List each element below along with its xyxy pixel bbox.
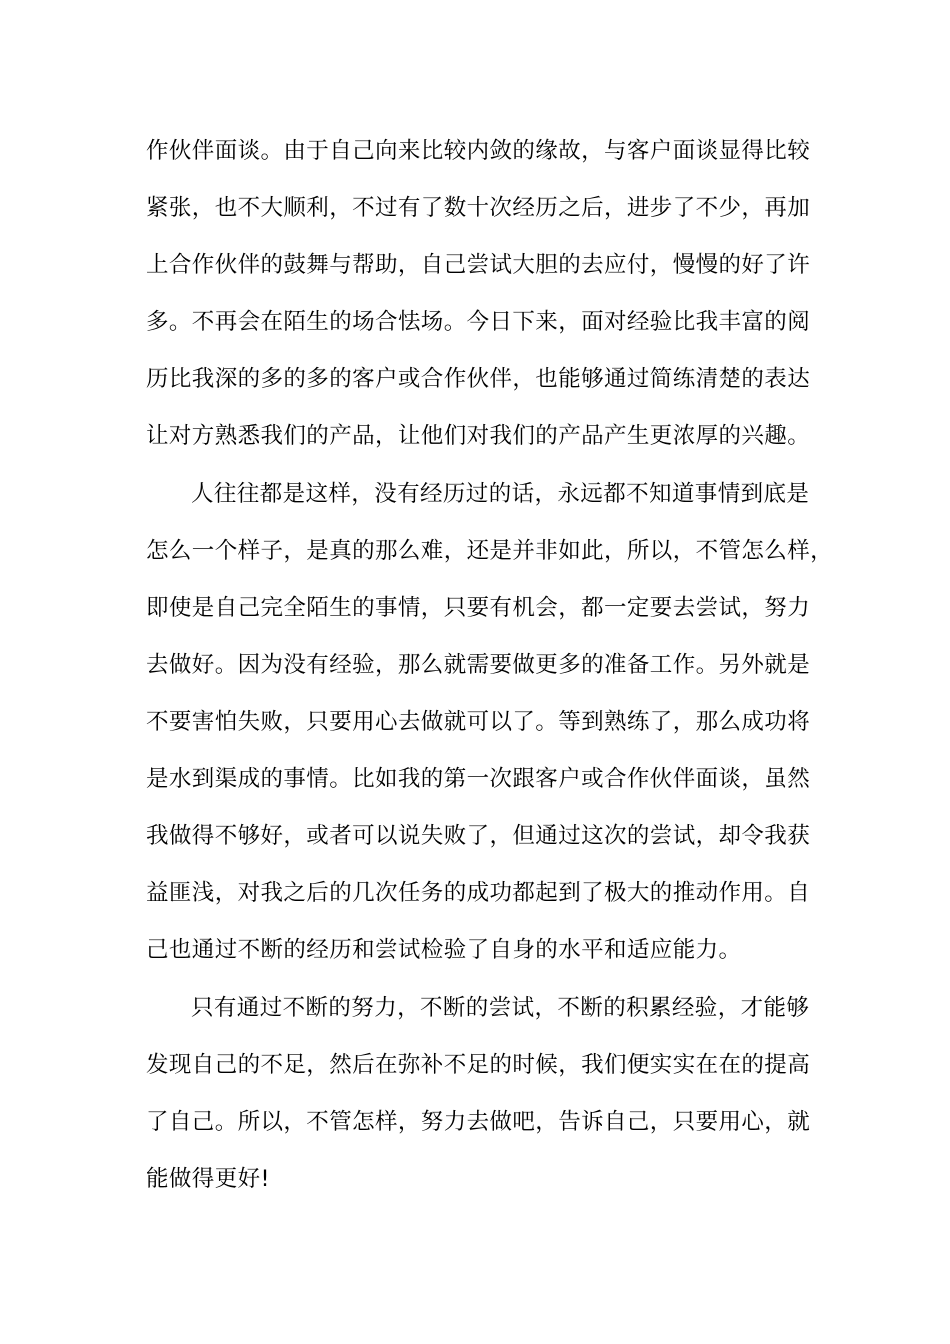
text-line: 己也通过不断的经历和尝试检验了自身的水平和适应能力。 (146, 937, 742, 963)
text-line: 多。不再会在陌生的场合怯场。今日下来，面对经验比我丰富的阅 (146, 309, 811, 335)
paragraph-first-line: 只有通过不断的努力，不断的尝试，不断的积累经验，才能够 (191, 995, 810, 1021)
text-line: 不要害怕失败，只要用心去做就可以了。等到熟练了，那么成功将 (146, 709, 811, 735)
text-line: 历比我深的多的多的客户或合作伙伴，也能够通过简练清楚的表达 (146, 366, 811, 392)
text-line: 能做得更好! (146, 1166, 270, 1192)
text-line: 上合作伙伴的鼓舞与帮助，自己尝试大胆的去应付，慢慢的好了许 (146, 252, 811, 278)
text-line: 发现自己的不足，然后在弥补不足的时候，我们便实实在在的提高 (146, 1052, 811, 1078)
text-line: 我做得不够好，或者可以说失败了，但通过这次的尝试，却令我获 (146, 823, 811, 849)
text-line: 益匪浅，对我之后的几次任务的成功都起到了极大的推动作用。自 (146, 880, 811, 906)
text-line: 去做好。因为没有经验，那么就需要做更多的准备工作。另外就是 (146, 652, 811, 678)
text-line: 即使是自己完全陌生的事情，只要有机会，都一定要去尝试，努力 (146, 595, 811, 621)
text-line: 了自己。所以，不管怎样，努力去做吧，告诉自己，只要用心，就 (146, 1109, 811, 1135)
text-line: 紧张，也不大顺利，不过有了数十次经历之后，进步了不少，再加 (146, 195, 811, 221)
text-line: 是水到渠成的事情。比如我的第一次跟客户或合作伙伴面谈，虽然 (146, 766, 811, 792)
text-line: 怎么一个样子，是真的那么难，还是并非如此，所以，不管怎么样， (146, 538, 834, 564)
paragraph-first-line: 人往往都是这样，没有经历过的话，永远都不知道事情到底是 (191, 481, 810, 507)
text-line: 作伙伴面谈。由于自己向来比较内敛的缘故，与客户面谈显得比较 (146, 138, 811, 164)
text-line: 让对方熟悉我们的产品，让他们对我们的产品产生更浓厚的兴趣。 (146, 423, 811, 449)
